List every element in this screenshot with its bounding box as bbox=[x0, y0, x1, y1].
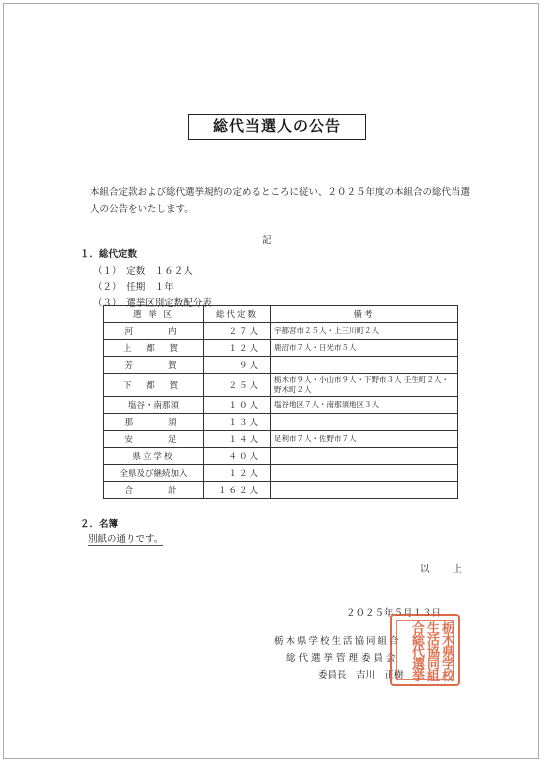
intro-paragraph: 本組合定款および総代選挙規約の定めるところに従い、２０２５年度の本組合の総代当選人の公告をいたします。 bbox=[90, 187, 471, 215]
note-cell: 鹿沼市７人・日光市５人 bbox=[271, 340, 458, 357]
note-cell bbox=[271, 414, 458, 431]
count-cell: １４人 bbox=[204, 431, 271, 448]
district-cell: 上 都 賀 bbox=[104, 340, 204, 357]
organization-name: 栃木県学校生活協同組合 bbox=[274, 636, 401, 647]
term-item: （２） 任期 １年 bbox=[93, 282, 174, 293]
count-cell: １３人 bbox=[204, 414, 271, 431]
note-cell bbox=[271, 482, 458, 499]
closing-mark: 以 上 bbox=[420, 564, 473, 575]
header-note: 備考 bbox=[271, 306, 458, 323]
count-cell: ９人 bbox=[204, 357, 271, 374]
section1-heading: １．総代定数 bbox=[80, 249, 138, 260]
distribution-item: （３） 選挙区別定数配分表 bbox=[93, 298, 212, 309]
count-cell: １０人 bbox=[204, 397, 271, 414]
district-cell: 下 都 賀 bbox=[104, 374, 204, 397]
district-cell: 県立学校 bbox=[104, 448, 204, 465]
note-cell bbox=[271, 448, 458, 465]
district-table bbox=[103, 305, 458, 499]
section2-heading: ２．名簿 bbox=[80, 519, 119, 530]
quota-item: （１） 定数 １６２人 bbox=[93, 266, 193, 277]
district-cell: 塩谷・南那須 bbox=[104, 397, 204, 414]
count-cell: １２人 bbox=[204, 465, 271, 482]
chairperson: 委員長 吉川 正樹 bbox=[318, 670, 404, 681]
table-row bbox=[104, 357, 458, 374]
table-row bbox=[104, 374, 458, 397]
table-row bbox=[104, 431, 458, 448]
note-cell: 塩谷地区７人・南那須地区３人 bbox=[271, 397, 458, 414]
page-title: 総代当選人の公告 bbox=[188, 114, 366, 140]
note-cell: 宇都宮市２５人・上三川町２人 bbox=[271, 323, 458, 340]
district-cell: 那 須 bbox=[104, 414, 204, 431]
district-cell: 芳 賀 bbox=[104, 357, 204, 374]
note-cell: 足利市７人・佐野市７人 bbox=[271, 431, 458, 448]
district-cell: 河 内 bbox=[104, 323, 204, 340]
issue-date: ２０２５年５月１３日 bbox=[346, 608, 442, 619]
table-header-row bbox=[104, 306, 458, 323]
note-cell: 栃木市９人・小山市９人・下野市３人 壬生町２人・野木町２人 bbox=[271, 374, 458, 397]
count-cell: ２７人 bbox=[204, 323, 271, 340]
count-cell: ２５人 bbox=[204, 374, 271, 397]
official-seal bbox=[390, 614, 460, 686]
table-total-row bbox=[104, 482, 458, 499]
table-row bbox=[104, 397, 458, 414]
total-count: １６２人 bbox=[204, 482, 271, 499]
committee-name: 総代選挙管理委員会 bbox=[286, 653, 399, 664]
table-row bbox=[104, 340, 458, 357]
seal-text: 栃木県学校生活協同組合総代選挙 bbox=[409, 621, 454, 681]
district-cell: 安 足 bbox=[104, 431, 204, 448]
total-label: 合 計 bbox=[104, 482, 204, 499]
header-district: 選 挙 区 bbox=[104, 306, 204, 323]
roster-note: 別紙の通りです。 bbox=[88, 531, 163, 546]
table-row bbox=[104, 323, 458, 340]
table-row bbox=[104, 448, 458, 465]
ki-marker: 記 bbox=[262, 235, 272, 246]
district-cell: 全県及び継続加入 bbox=[104, 465, 204, 482]
table-row bbox=[104, 465, 458, 482]
note-cell bbox=[271, 357, 458, 374]
note-cell bbox=[271, 465, 458, 482]
table-row bbox=[104, 414, 458, 431]
header-count: 総代定数 bbox=[204, 306, 271, 323]
count-cell: １２人 bbox=[204, 340, 271, 357]
count-cell: ４０人 bbox=[204, 448, 271, 465]
